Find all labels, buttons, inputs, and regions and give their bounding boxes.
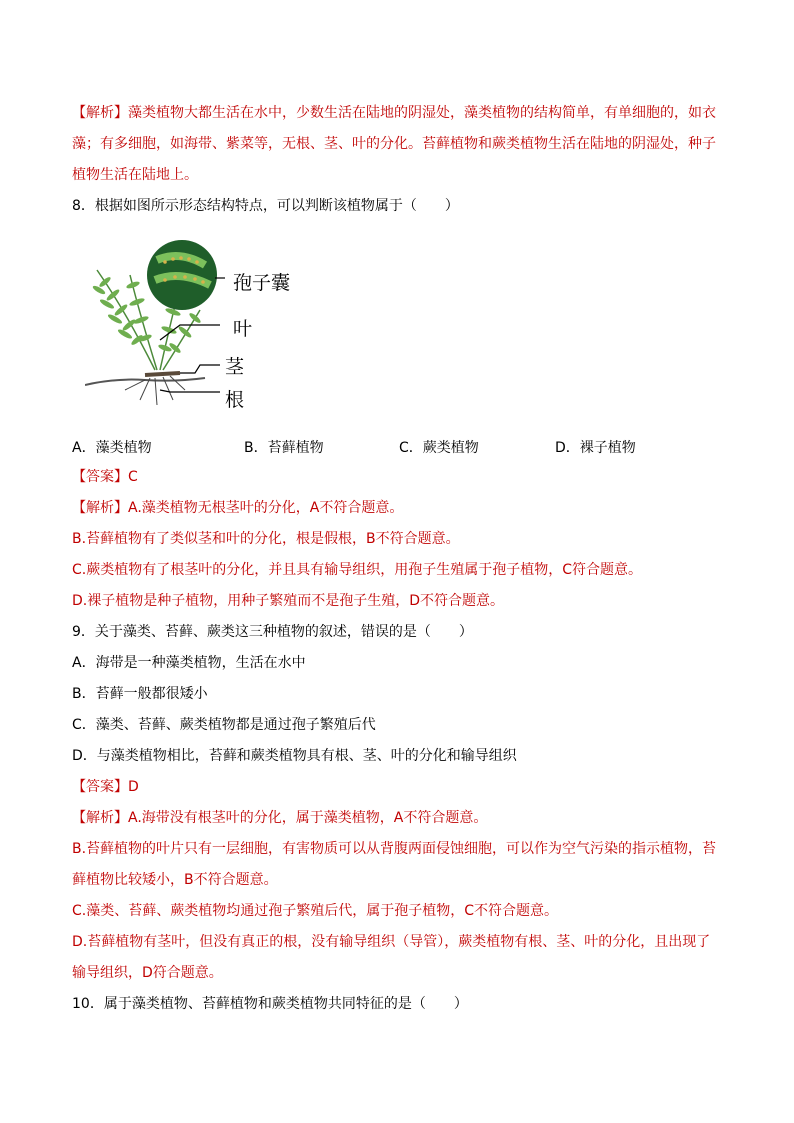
question-8-analysis-4: D.裸子植物是种子植物，用种子繁殖而不是孢子生殖，D不符合题意。 bbox=[72, 593, 505, 609]
option-b: B．苔藓植物 bbox=[244, 440, 324, 456]
answer-tag: 【答案】 bbox=[72, 779, 128, 795]
question-9-answer bbox=[72, 778, 139, 796]
question-9-analysis-4: C.藻类、苔藓、蕨类植物均通过孢子繁殖后代，属于孢子植物，C不符合题意。 bbox=[72, 903, 558, 919]
question-9-stem: 9．关于藻类、苔藓、蕨类这三种植物的叙述，错误的是（ ） bbox=[72, 624, 473, 640]
question-8-analysis-1 bbox=[72, 499, 403, 517]
fern-plant-illustration bbox=[85, 240, 315, 415]
question-8-options bbox=[72, 437, 732, 455]
question-8-analysis-3: C.蕨类植物有了根茎叶的分化，并且具有输导组织，用孢子生殖属于孢子植物，C符合题意。 bbox=[72, 562, 642, 578]
analysis-tag: 【解析】 bbox=[72, 500, 128, 516]
question-8-answer bbox=[72, 468, 138, 486]
label-root: 根 bbox=[225, 389, 245, 411]
answer-value: D bbox=[128, 779, 139, 795]
option-c: C．蕨类植物 bbox=[399, 440, 479, 456]
question-10-stem: 10．属于藻类植物、苔藓植物和蕨类植物共同特征的是（ ） bbox=[72, 996, 468, 1012]
question-9-analysis-6: 输导组织，D符合题意。 bbox=[72, 965, 223, 981]
question-9-option-c: C．藻类、苔藓、蕨类植物都是通过孢子繁殖后代 bbox=[72, 717, 376, 733]
question-9-analysis-5: D.苔藓植物有茎叶，但没有真正的根，没有输导组织（导管），蕨类植物有根、茎、叶的分化，且出现了 bbox=[72, 934, 711, 950]
question-9-analysis-3: 藓植物比较矮小，B不符合题意。 bbox=[72, 872, 278, 888]
intro-line-3: 植物生活在陆地上。 bbox=[72, 167, 198, 183]
question-9-option-a: A．海带是一种藻类植物，生活在水中 bbox=[72, 655, 306, 671]
question-9-option-d: D．与藻类植物相比，苔藓和蕨类植物具有根、茎、叶的分化和输导组织 bbox=[72, 748, 517, 764]
label-stem: 茎 bbox=[225, 356, 245, 378]
fern-figure bbox=[85, 240, 315, 415]
intro-line-2: 藻；有多细胞，如海带、紫菜等，无根、茎、叶的分化。苔藓植物和蕨类植物生活在陆地的阴湿处，种子 bbox=[72, 136, 716, 152]
analysis-text: A.海带没有根茎叶的分化，属于藻类植物，A不符合题意。 bbox=[128, 810, 488, 826]
question-8-analysis-2: B.苔藓植物有了类似茎和叶的分化，根是假根，B不符合题意。 bbox=[72, 531, 460, 547]
option-d: D．裸子植物 bbox=[555, 440, 636, 456]
intro-text-1: 藻类植物大都生活在水中，少数生活在陆地的阴湿处，藻类植物的结构简单，有单细胞的，如衣 bbox=[128, 105, 716, 121]
question-9-option-b: B．苔藓一般都很矮小 bbox=[72, 686, 208, 702]
answer-value: C bbox=[128, 469, 138, 485]
analysis-tag: 【解析】 bbox=[72, 105, 128, 121]
option-a: A．藻类植物 bbox=[72, 440, 152, 456]
answer-tag: 【答案】 bbox=[72, 469, 128, 485]
question-9-analysis-2: B.苔藓植物的叶片只有一层细胞，有害物质可以从背腹两面侵蚀细胞，可以作为空气污染的指示植物，苔 bbox=[72, 841, 717, 857]
analysis-text: A.藻类植物无根茎叶的分化，A不符合题意。 bbox=[128, 500, 404, 516]
question-8-stem: 8．根据如图所示形态结构特点，可以判断该植物属于（ ） bbox=[72, 198, 459, 214]
label-leaf: 叶 bbox=[233, 318, 253, 340]
question-9-analysis-1 bbox=[72, 809, 487, 827]
analysis-tag: 【解析】 bbox=[72, 810, 128, 826]
label-sporangium: 孢子囊 bbox=[233, 272, 291, 294]
intro-line-1 bbox=[72, 104, 716, 122]
